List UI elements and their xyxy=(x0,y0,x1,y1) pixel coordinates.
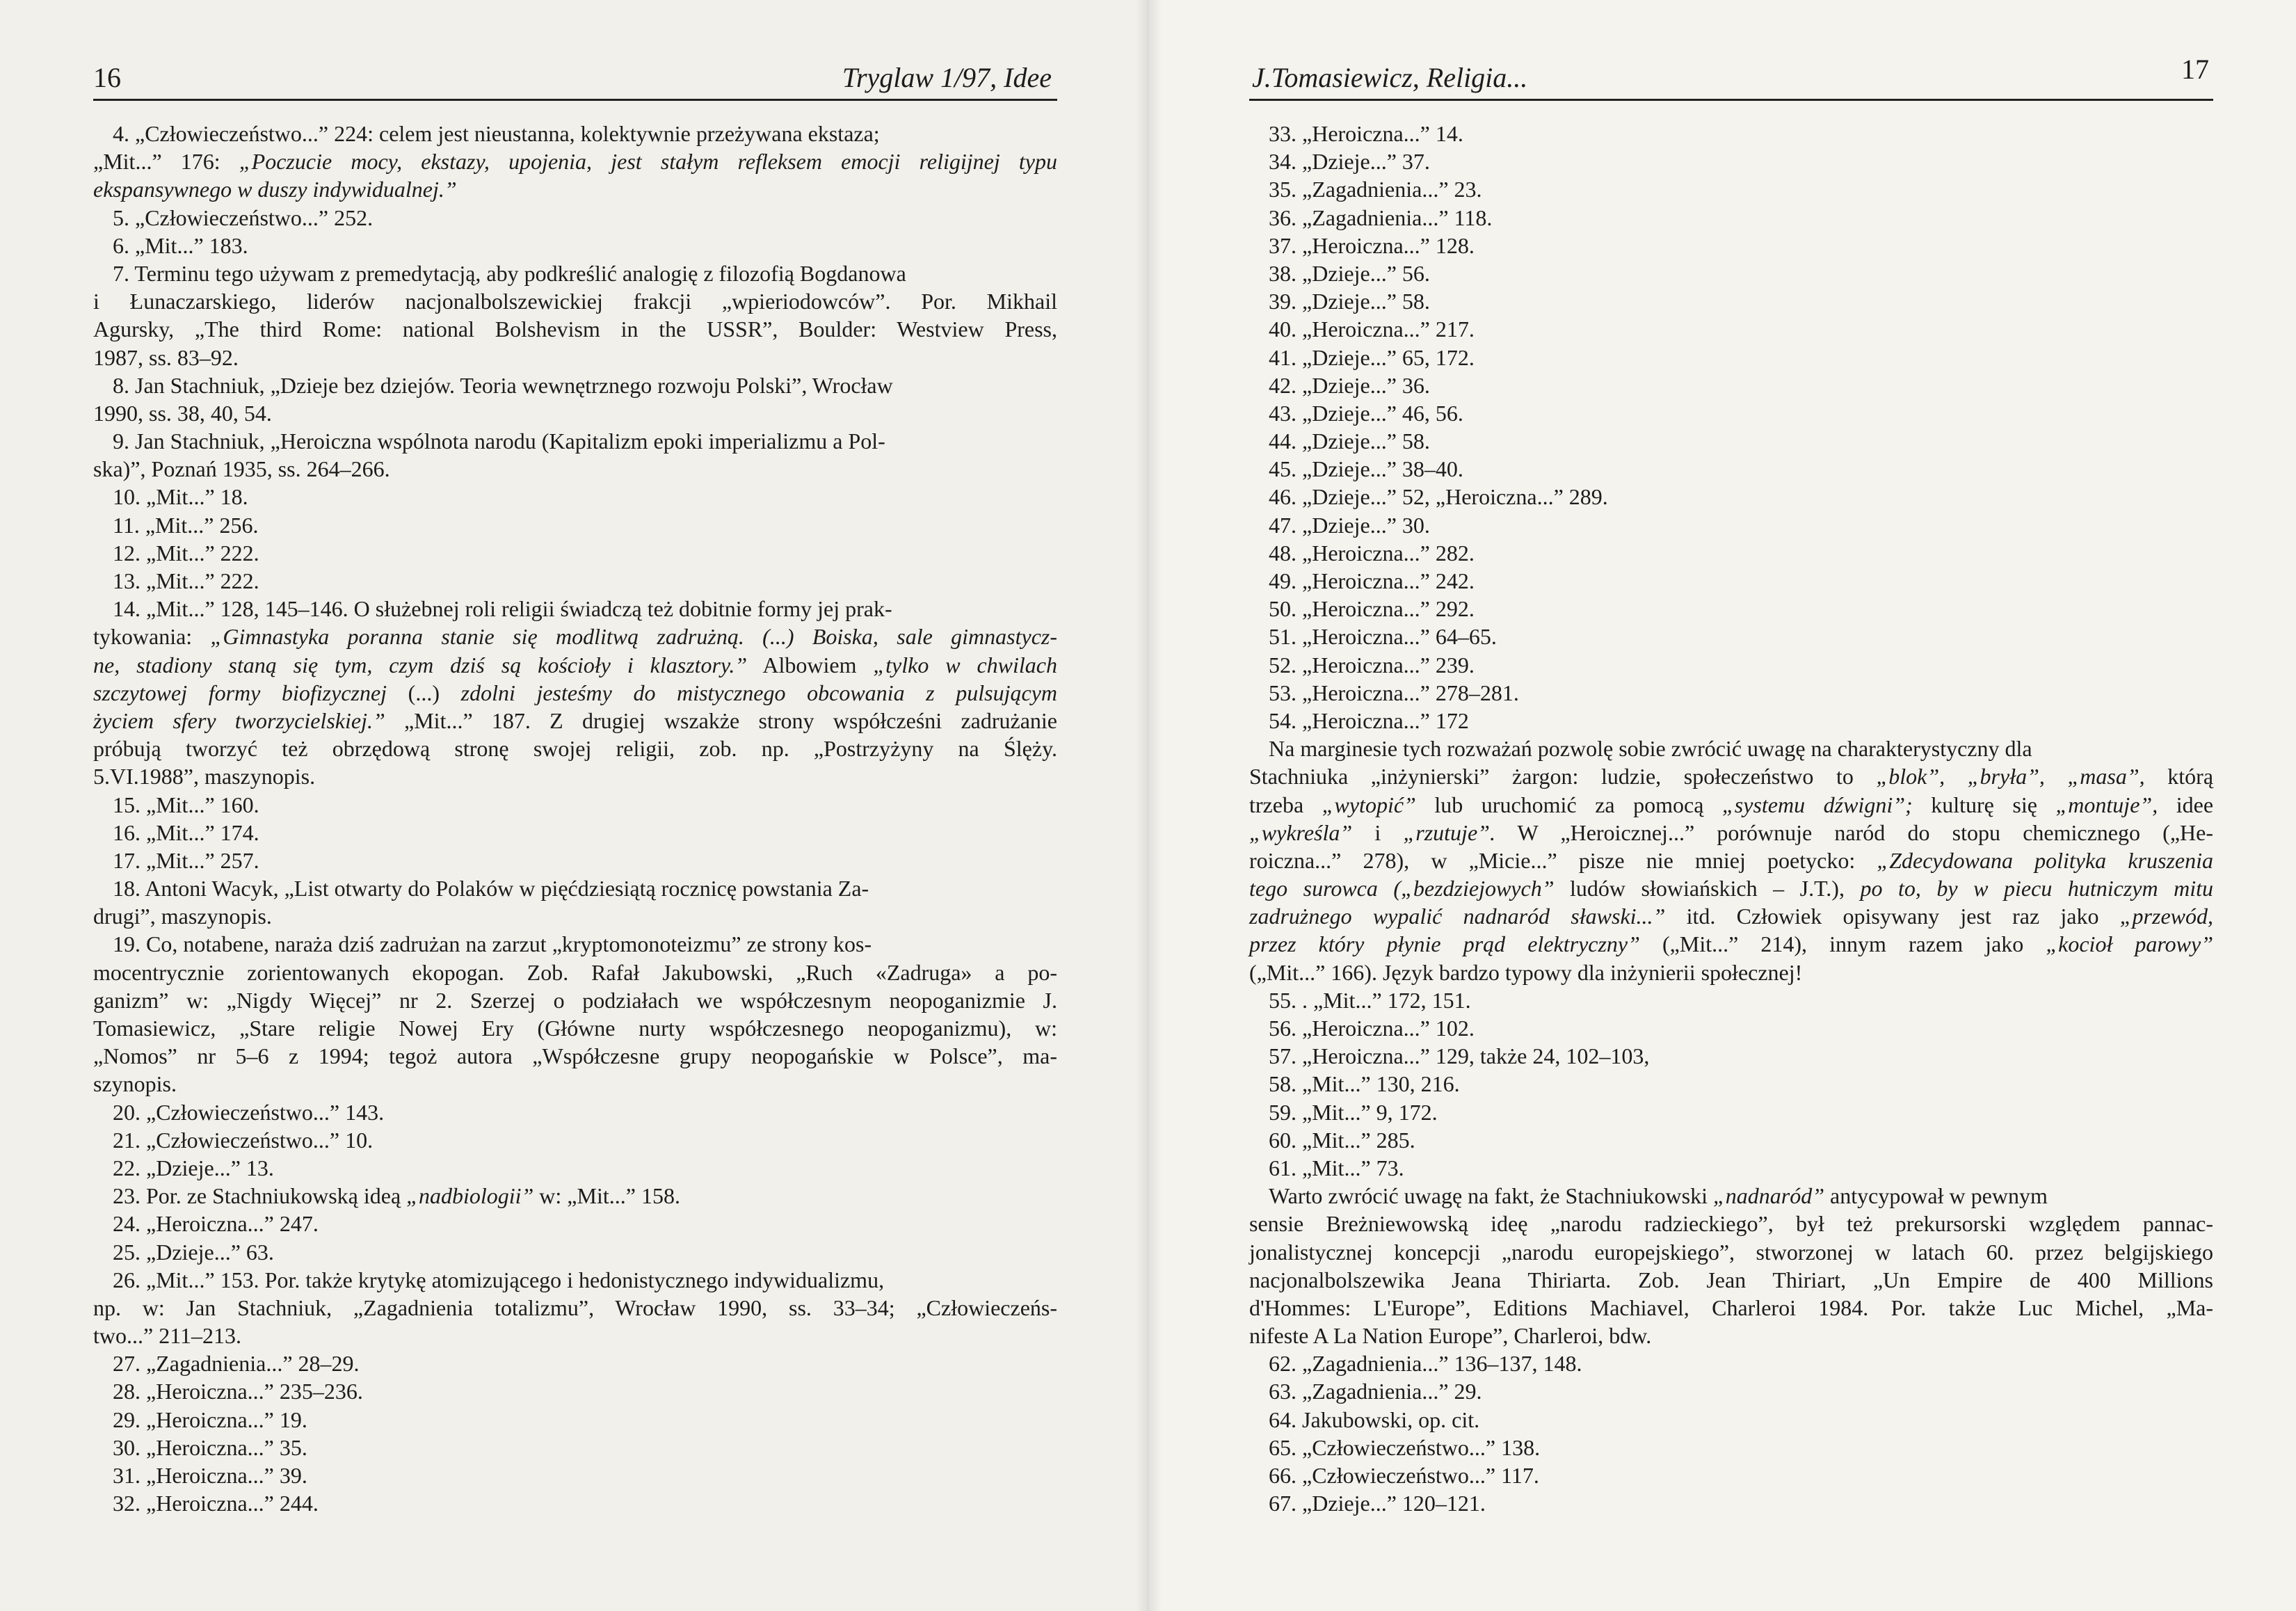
text-line xyxy=(93,986,1057,1014)
text-line xyxy=(1249,1098,2213,1126)
text-segment: ludów słowiańskich – J.T.), xyxy=(1554,876,1861,901)
text-segment: Tomasiewicz, „Stare religie Nowej Ery (Główne nurty współczesnego neopoganizmu), w: xyxy=(93,1016,1057,1041)
text-line xyxy=(1249,427,2213,455)
text-line xyxy=(93,791,1057,819)
text-line xyxy=(93,483,1057,511)
italic-text-segment: po to, by w piecu hutniczym mitu xyxy=(1860,876,2214,901)
book-gutter-shadow xyxy=(1135,0,1162,1611)
text-line xyxy=(1249,232,2213,259)
italic-text-segment: przez który płynie prąd elektryczny” xyxy=(1249,931,1640,957)
text-line xyxy=(93,930,1057,958)
text-line xyxy=(93,147,1057,175)
text-line xyxy=(1249,819,2213,847)
text-line xyxy=(93,679,1057,707)
text-line xyxy=(1249,959,2213,986)
right-running-title: J.Tomasiewicz, Religia... xyxy=(1252,62,1528,93)
right-footnotes-column xyxy=(1249,120,2213,1517)
text-segment: itd. Człowiek opisywany jest raz jako xyxy=(1665,904,2120,929)
text-line xyxy=(93,1098,1057,1126)
text-segment: 17. „Mit...” 257. xyxy=(113,847,259,873)
text-segment: 32. „Heroiczna...” 244. xyxy=(113,1491,319,1516)
text-line xyxy=(93,511,1057,539)
text-line xyxy=(1249,315,2213,343)
italic-text-segment: „wytopić” xyxy=(1322,792,1416,817)
text-line xyxy=(93,1042,1057,1070)
text-segment: („Mit...” 214), innym razem jako xyxy=(1639,931,2046,957)
text-line xyxy=(1249,1238,2213,1266)
text-segment: 1990, ss. 38, 40, 54. xyxy=(93,400,272,426)
italic-text-segment: „systemu dźwigni”; xyxy=(1721,792,1913,817)
text-line xyxy=(93,120,1057,147)
text-segment: 6. „Mit...” 183. xyxy=(113,232,248,258)
text-line xyxy=(93,399,1057,427)
text-segment: Warto zwrócić uwagę na fakt, że Stachniukowski xyxy=(1269,1183,1713,1209)
text-line xyxy=(1249,707,2213,735)
italic-text-segment: „Zdecydowana polityka kruszenia xyxy=(1877,847,2213,873)
text-line xyxy=(1249,1294,2213,1322)
text-segment: 56. „Heroiczna...” 102. xyxy=(1269,1016,1475,1041)
text-line xyxy=(1249,762,2213,790)
text-segment: mocentrycznie zorientowanych ekopogan. Zob. Rafał Jakubowski, „Ruch «Zadruga» a po- xyxy=(93,959,1057,985)
text-segment: d'Hommes: L'Europe”, Editions Machiavel, Charleroi 1984. Por. także Luc Michel, „Ma- xyxy=(1249,1295,2213,1320)
text-segment: nacjonalbolszewika Jeana Thiriarta. Zob. Jean Thiriart, „Un Empire de 400 Millions xyxy=(1249,1267,2213,1292)
text-line xyxy=(1249,344,2213,371)
italic-text-segment: „nadbiologii” xyxy=(406,1183,534,1209)
text-line xyxy=(93,1294,1057,1322)
text-segment: jonalistycznej koncepcji „narodu europejskiego”, stworzonej w latach 60. przez belgijskiego xyxy=(1249,1239,2213,1265)
text-segment: „Nomos” nr 5–6 z 1994; tegoż autora „Współczesne grupy neopogańskie w Polsce”, ma- xyxy=(93,1043,1057,1069)
text-line xyxy=(93,175,1057,203)
text-line xyxy=(1249,1322,2213,1349)
text-line xyxy=(93,259,1057,287)
text-segment: two...” 211–213. xyxy=(93,1323,242,1349)
text-line xyxy=(1249,874,2213,902)
text-segment: trzeba xyxy=(1249,792,1322,817)
text-line xyxy=(93,371,1057,399)
text-line xyxy=(1249,567,2213,595)
text-line xyxy=(93,1154,1057,1182)
text-segment: 50. „Heroiczna...” 292. xyxy=(1269,596,1475,622)
text-line xyxy=(1249,1406,2213,1434)
italic-text-segment: szczytowej formy biofizycznej xyxy=(93,680,387,705)
text-segment: kulturę się xyxy=(1912,792,2056,817)
text-line xyxy=(1249,847,2213,874)
text-line xyxy=(93,1070,1057,1098)
text-line xyxy=(1249,1461,2213,1489)
text-line xyxy=(1249,120,2213,147)
text-line xyxy=(93,539,1057,567)
text-line xyxy=(1249,1210,2213,1237)
text-segment: 12. „Mit...” 222. xyxy=(113,540,259,566)
text-segment: 25. „Dzieje...” 63. xyxy=(113,1239,274,1265)
text-segment: 66. „Człowieczeństwo...” 117. xyxy=(1269,1463,1539,1488)
italic-text-segment: „wykreśla” xyxy=(1249,819,1353,845)
text-segment: 47. „Dzieje...” 30. xyxy=(1269,512,1430,538)
text-line xyxy=(93,874,1057,902)
text-segment: roiczna...” 278), w „Micie...” pisze nie mniej poetycko: xyxy=(1249,847,1877,873)
text-line xyxy=(1249,483,2213,511)
text-segment: 42. „Dzieje...” 36. xyxy=(1269,372,1430,398)
right-page-header xyxy=(1249,54,2213,101)
text-segment: 18. Antoni Wacyk, „List otwarty do Polaków w pięćdziesiątą rocznicę powstania Za- xyxy=(113,876,869,901)
text-segment: 34. „Dzieje...” 37. xyxy=(1269,149,1430,175)
text-line xyxy=(1249,1154,2213,1182)
text-segment: 59. „Mit...” 9, 172. xyxy=(1269,1099,1438,1125)
text-line xyxy=(1249,287,2213,315)
text-line xyxy=(93,651,1057,679)
text-segment: 1987, ss. 83–92. xyxy=(93,344,239,370)
text-segment: 24. „Heroiczna...” 247. xyxy=(113,1211,319,1237)
text-line xyxy=(93,735,1057,762)
text-line xyxy=(93,902,1057,930)
text-line xyxy=(93,1434,1057,1461)
italic-text-segment: ne, stadiony staną się tym, czym dziś są kościoły i klasztory.” xyxy=(93,652,748,678)
text-segment: 49. „Heroiczna...” 242. xyxy=(1269,568,1475,593)
text-line xyxy=(1249,175,2213,203)
text-segment: 65. „Człowieczeństwo...” 138. xyxy=(1269,1434,1541,1460)
italic-text-segment: zadrużnego wypalić nadnaród sławski...” xyxy=(1249,904,1666,929)
text-line xyxy=(1249,1182,2213,1210)
text-segment: 10. „Mit...” 18. xyxy=(113,484,248,510)
text-segment: drugi”, maszynopis. xyxy=(93,904,272,929)
text-segment: 22. „Dzieje...” 13. xyxy=(113,1155,274,1180)
text-line xyxy=(93,1377,1057,1405)
left-running-title: Tryglaw 1/97, Idee xyxy=(842,62,1052,93)
text-line xyxy=(93,344,1057,371)
text-line xyxy=(1249,1434,2213,1461)
text-segment: w: „Mit...” 158. xyxy=(533,1183,680,1209)
text-segment: 33. „Heroiczna...” 14. xyxy=(1269,121,1463,146)
text-line xyxy=(1249,791,2213,819)
text-line xyxy=(1249,1489,2213,1517)
text-line xyxy=(1249,902,2213,930)
text-segment: 31. „Heroiczna...” 39. xyxy=(113,1463,307,1488)
text-line xyxy=(1249,259,2213,287)
text-segment: 58. „Mit...” 130, 216. xyxy=(1269,1071,1460,1097)
text-line xyxy=(93,455,1057,483)
text-line xyxy=(1249,371,2213,399)
text-segment: 51. „Heroiczna...” 64–65. xyxy=(1269,624,1497,650)
text-segment: 60. „Mit...” 285. xyxy=(1269,1127,1415,1153)
text-segment: 27. „Zagadnienia...” 28–29. xyxy=(113,1351,360,1377)
italic-text-segment: „bezdziejowych” xyxy=(1401,876,1555,901)
text-segment: „Mit...” 187. Z drugiej wszakże strony współcześni zadrużanie xyxy=(385,707,1058,733)
text-segment: ska)”, Poznań 1935, ss. 264–266. xyxy=(93,456,390,482)
text-segment: 64. Jakubowski, op. cit. xyxy=(1269,1406,1480,1432)
text-line xyxy=(1249,986,2213,1014)
text-segment: Stachniuka „inżynierski” żargon: ludzie, społeczeństwo to xyxy=(1249,764,1877,790)
text-segment: 7. Terminu tego używam z premedytacją, aby podkreślić analogię z filozofią Bogdanowa xyxy=(113,260,906,286)
text-segment: 21. „Człowieczeństwo...” 10. xyxy=(113,1127,374,1153)
text-segment: idee xyxy=(2158,792,2214,817)
text-line xyxy=(93,1406,1057,1434)
text-line xyxy=(1249,679,2213,707)
text-segment: 29. „Heroiczna...” 19. xyxy=(113,1406,307,1432)
text-segment: 48. „Heroiczna...” 282. xyxy=(1269,540,1475,566)
text-line xyxy=(1249,1070,2213,1098)
text-line xyxy=(93,819,1057,847)
italic-text-segment: „rzutuje”. xyxy=(1403,819,1495,845)
italic-text-segment: „montuje”, xyxy=(2055,792,2158,817)
text-segment: którą xyxy=(2144,764,2214,790)
text-segment: 55. . „Mit...” 172, 151. xyxy=(1269,987,1471,1013)
text-line xyxy=(1249,399,2213,427)
text-line xyxy=(93,959,1057,986)
text-line xyxy=(93,1014,1057,1042)
text-line xyxy=(1249,204,2213,232)
italic-text-segment: życiem sfery tworzycielskiej.” xyxy=(93,707,385,733)
italic-text-segment: „tylko w chwilach xyxy=(873,652,1058,678)
text-segment: sensie Breżniewowską ideę „narodu radzieckiego”, był też prekursorski względem pannac- xyxy=(1249,1211,2213,1237)
text-segment: i Łunaczarskiego, liderów nacjonalbolszewickiej frakcji „wpieriodowców”. Por. Mikhail xyxy=(93,289,1057,314)
italic-text-segment: „Poczucie mocy, ekstazy, upojenia, jest stałym refleksem emocji religijnej typu xyxy=(239,149,1058,175)
text-line xyxy=(93,595,1057,623)
text-segment: lub uruchomić za pomocą xyxy=(1415,792,1722,817)
text-segment: 16. „Mit...” 174. xyxy=(113,819,259,845)
text-line xyxy=(93,1461,1057,1489)
italic-text-segment: tego surowca ( xyxy=(1249,876,1402,901)
text-line xyxy=(93,623,1057,650)
text-line xyxy=(1249,455,2213,483)
text-segment: 8. Jan Stachniuk, „Dzieje bez dziejów. Teoria wewnętrznego rozwoju Polski”, Wrocław xyxy=(113,372,893,398)
text-segment: 44. „Dzieje...” 58. xyxy=(1269,428,1430,454)
text-segment: 11. „Mit...” 256. xyxy=(113,512,259,538)
text-segment: Na marginesie tych rozważań pozwolę sobie zwrócić uwagę na charakterystyczny dla xyxy=(1269,736,2032,762)
text-segment: 28. „Heroiczna...” 235–236. xyxy=(113,1379,363,1404)
italic-text-segment: ekspansywnego w duszy indywidualnej.” xyxy=(93,177,457,202)
right-page xyxy=(1148,0,2296,1611)
text-segment: np. w: Jan Stachniuk, „Zagadnienia totalizmu”, Wrocław 1990, ss. 33–34; „Człowieczeńs- xyxy=(93,1295,1057,1320)
text-segment: 23. Por. ze Stachniukowską ideą xyxy=(113,1183,407,1209)
text-segment: 63. „Zagadnienia...” 29. xyxy=(1269,1379,1482,1404)
text-segment: 19. Co, notabene, naraża dziś zadrużan na zarzut „kryptomonoteizmu” ze strony kos- xyxy=(113,931,872,957)
text-segment: nifeste A La Nation Europe”, Charleroi, bdw. xyxy=(1249,1323,1652,1349)
text-segment: (...) xyxy=(387,680,461,705)
text-line xyxy=(93,1349,1057,1377)
text-segment: antycypował w pewnym xyxy=(1824,1183,2048,1209)
italic-text-segment: „kocioł parowy” xyxy=(2046,931,2214,957)
text-segment: 9. Jan Stachniuk, „Heroiczna wspólnota narodu (Kapitalizm epoki imperializmu a Pol- xyxy=(113,428,885,454)
text-line xyxy=(1249,595,2213,623)
left-page-header xyxy=(93,57,1057,101)
text-segment: 13. „Mit...” 222. xyxy=(113,568,259,593)
text-segment: 5. „Człowieczeństwo...” 252. xyxy=(113,205,374,230)
text-segment: 36. „Zagadnienia...” 118. xyxy=(1269,205,1493,230)
text-line xyxy=(1249,1014,2213,1042)
text-segment: 4. „Człowieczeństwo...” 224: celem jest nieustanna, kolektywnie przeżywana ekstaza; xyxy=(113,121,880,146)
text-segment: 61. „Mit...” 73. xyxy=(1269,1155,1404,1180)
text-segment: 15. „Mit...” 160. xyxy=(113,792,259,817)
text-segment: próbują tworzyć też obrzędową stronę swojej religii, zob. np. „Postrzyżyny na Ślęży. xyxy=(93,736,1057,762)
text-segment: ganizm” w: „Nigdy Więcej” nr 2. Szerzej o podziałach we współczesnym neopoganizmie J. xyxy=(93,987,1057,1013)
text-segment: 62. „Zagadnienia...” 136–137, 148. xyxy=(1269,1351,1582,1377)
text-line xyxy=(93,1210,1057,1237)
text-line xyxy=(93,1322,1057,1349)
text-segment: i xyxy=(1352,819,1404,845)
text-segment: 41. „Dzieje...” 65, 172. xyxy=(1269,344,1475,370)
italic-text-segment: „nadnaród” xyxy=(1712,1183,1825,1209)
text-segment: 46. „Dzieje...” 52, „Heroiczna...” 289. xyxy=(1269,484,1608,510)
text-segment: 35. „Zagadnienia...” 23. xyxy=(1269,177,1482,202)
text-line xyxy=(93,232,1057,259)
text-line xyxy=(1249,1349,2213,1377)
text-line xyxy=(93,1126,1057,1154)
text-line xyxy=(93,1238,1057,1266)
text-segment: „Mit...” 176: xyxy=(93,149,239,175)
text-line xyxy=(1249,1377,2213,1405)
italic-text-segment: „Gimnastyka poranna stanie się modlitwą zadrużną. (...) Boiska, sale gimnastycz- xyxy=(210,624,1058,650)
text-segment: 43. „Dzieje...” 46, 56. xyxy=(1269,400,1463,426)
text-line xyxy=(1249,1266,2213,1294)
text-segment: Agursky, „The third Rome: national Bolshevism in the USSR”, Boulder: Westview Press, xyxy=(93,316,1057,342)
text-line xyxy=(93,427,1057,455)
text-segment: szynopis. xyxy=(93,1071,177,1097)
text-line xyxy=(93,567,1057,595)
text-segment: 14. „Mit...” 128, 145–146. O służebnej roli religii świadczą też dobitnie formy jej prak- xyxy=(113,596,892,622)
text-line xyxy=(93,204,1057,232)
text-segment: 20. „Człowieczeństwo...” 143. xyxy=(113,1099,385,1125)
text-segment: Albowiem xyxy=(747,652,874,678)
text-segment: 26. „Mit...” 153. Por. także krytykę atomizującego i hedonistycznego indywidualizmu, xyxy=(113,1267,885,1292)
text-line xyxy=(93,1489,1057,1517)
text-segment: 54. „Heroiczna...” 172 xyxy=(1269,707,1469,733)
text-line xyxy=(93,315,1057,343)
left-page-number: 16 xyxy=(93,62,121,93)
text-segment: tykowania: xyxy=(93,624,211,650)
text-segment: 45. „Dzieje...” 38–40. xyxy=(1269,456,1463,482)
text-segment: 52. „Heroiczna...” 239. xyxy=(1269,652,1475,678)
text-segment: 37. „Heroiczna...” 128. xyxy=(1269,232,1475,258)
text-line xyxy=(1249,1042,2213,1070)
text-segment: 53. „Heroiczna...” 278–281. xyxy=(1269,680,1519,705)
text-line xyxy=(1249,651,2213,679)
text-line xyxy=(1249,511,2213,539)
text-segment: („Mit...” 166). Język bardzo typowy dla inżynierii społecznej! xyxy=(1249,959,1803,985)
text-line xyxy=(1249,539,2213,567)
text-line xyxy=(93,762,1057,790)
italic-text-segment: zdolni jesteśmy do mistycznego obcowania z pulsującym xyxy=(460,680,1057,705)
text-segment: W „Heroicznej...” porównuje naród do stopu chemicznego („He- xyxy=(1495,819,2214,845)
right-page-number: 17 xyxy=(2181,54,2209,85)
text-line xyxy=(1249,930,2213,958)
text-line xyxy=(1249,623,2213,650)
text-line xyxy=(93,707,1057,735)
italic-text-segment: „blok”, „bryła”, „masa”, xyxy=(1876,764,2145,790)
text-segment: 30. „Heroiczna...” 35. xyxy=(113,1434,307,1460)
text-line xyxy=(93,1182,1057,1210)
text-segment: 39. „Dzieje...” 58. xyxy=(1269,289,1430,314)
left-footnotes-column xyxy=(93,120,1057,1517)
text-line xyxy=(93,1266,1057,1294)
text-line xyxy=(1249,1126,2213,1154)
text-segment: 38. „Dzieje...” 56. xyxy=(1269,260,1430,286)
italic-text-segment: „przewód, xyxy=(2119,904,2213,929)
text-segment: 40. „Heroiczna...” 217. xyxy=(1269,316,1475,342)
text-line xyxy=(93,287,1057,315)
text-line xyxy=(93,847,1057,874)
text-segment: 57. „Heroiczna...” 129, także 24, 102–103, xyxy=(1269,1043,1650,1069)
text-line xyxy=(1249,147,2213,175)
text-segment: 67. „Dzieje...” 120–121. xyxy=(1269,1491,1486,1516)
text-line xyxy=(1249,735,2213,762)
text-segment: 5.VI.1988”, maszynopis. xyxy=(93,764,316,790)
